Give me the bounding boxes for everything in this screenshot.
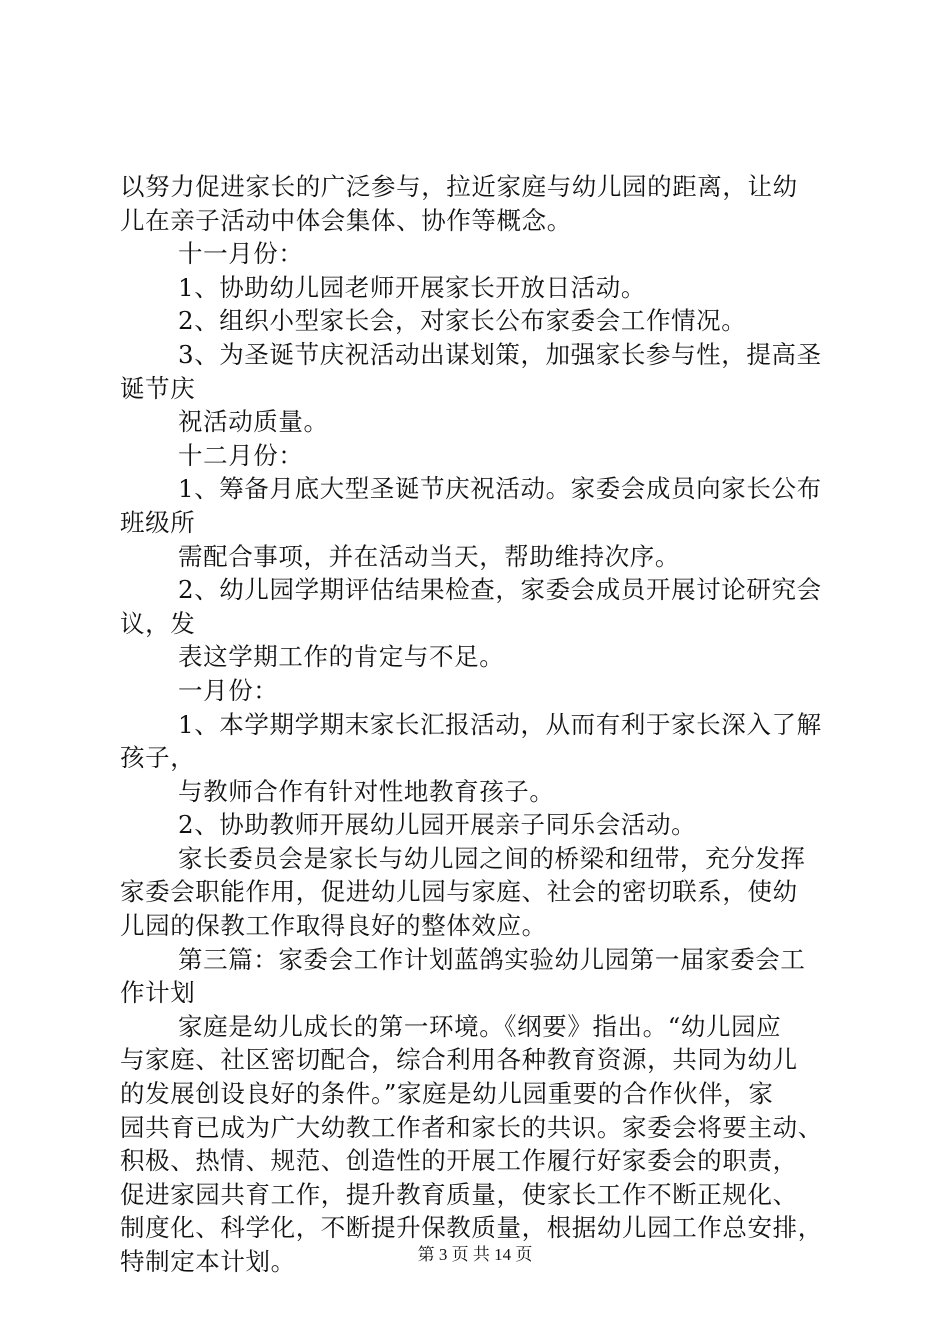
text-line: 第三篇：家委会工作计划蓝鸽实验幼儿园第一届家委会工 <box>178 944 806 974</box>
text-line: 十二月份： <box>178 440 304 470</box>
text-line: 积极、热情、规范、创造性的开展工作履行好家委会的职责， <box>120 1146 798 1176</box>
text-line: 以努力促进家长的广泛参与，拉近家庭与幼儿园的距离，让幼 <box>120 172 798 201</box>
text-line: 诞节庆 <box>120 373 196 403</box>
text-line: 孩子， <box>120 743 196 773</box>
text-line: 2、协助教师开展幼儿园开展亲子同乐会活动。 <box>178 810 697 840</box>
text-line: 一月份： <box>178 675 279 705</box>
text-line: 园共育已成为广大幼教工作者和家长的共识。家委会将要主动、 <box>120 1112 823 1142</box>
text-line: 的发展创设良好的条件。”家庭是幼儿园重要的合作伙伴，家 <box>120 1079 774 1109</box>
text-line: 儿园的保教工作取得良好的整体效应。 <box>120 911 547 941</box>
text-line: 家长委员会是家长与幼儿园之间的桥梁和纽带，充分发挥 <box>178 843 806 873</box>
text-line: 与家庭、社区密切配合，综合利用各种教育资源，共同为幼儿 <box>120 1045 798 1075</box>
text-line: 1、协助幼儿园老师开展家长开放日活动。 <box>178 272 646 302</box>
text-line: 议，发 <box>120 608 196 638</box>
text-line: 家委会职能作用，促进幼儿园与家庭、社会的密切联系，使幼 <box>120 877 798 907</box>
text-line: 2、组织小型家长会，对家长公布家委会工作情况。 <box>178 306 747 336</box>
text-line: 促进家园共育工作，提升教育质量，使家长工作不断正规化、 <box>120 1179 798 1209</box>
page-footer: 第 3 页 共 14 页 <box>417 1245 533 1264</box>
text-line: 作计划 <box>120 978 196 1008</box>
text-line: 特制定本计划。 <box>120 1247 296 1276</box>
text-line: 家庭是幼儿成长的第一环境。《纲要》指出。“幼儿园应 <box>178 1011 782 1041</box>
text-line: 3、为圣诞节庆祝活动出谋划策，加强家长参与性，提高圣 <box>178 339 822 369</box>
text-line: 祝活动质量。 <box>178 407 329 437</box>
text-line: 儿在亲子活动中体会集体、协作等概念。 <box>120 205 572 235</box>
text-line: 需配合事项，并在活动当天，帮助维持次序。 <box>178 541 680 571</box>
text-line: 与教师合作有针对性地教育孩子。 <box>178 776 555 806</box>
document-body <box>120 170 840 1279</box>
text-line: 表这学期工作的肯定与不足。 <box>178 642 505 672</box>
text-line: 2、幼儿园学期评估结果检查，家委会成员开展讨论研究会 <box>178 575 822 605</box>
text-line: 制度化、科学化，不断提升保教质量，根据幼儿园工作总安排， <box>120 1213 823 1243</box>
text-line: 1、本学期学期末家长汇报活动，从而有利于家长深入了解 <box>178 709 822 739</box>
text-line: 十一月份： <box>178 239 304 269</box>
text-line: 班级所 <box>120 507 196 537</box>
text-line: 1、筹备月底大型圣诞节庆祝活动。家委会成员向家长公布 <box>178 474 822 504</box>
